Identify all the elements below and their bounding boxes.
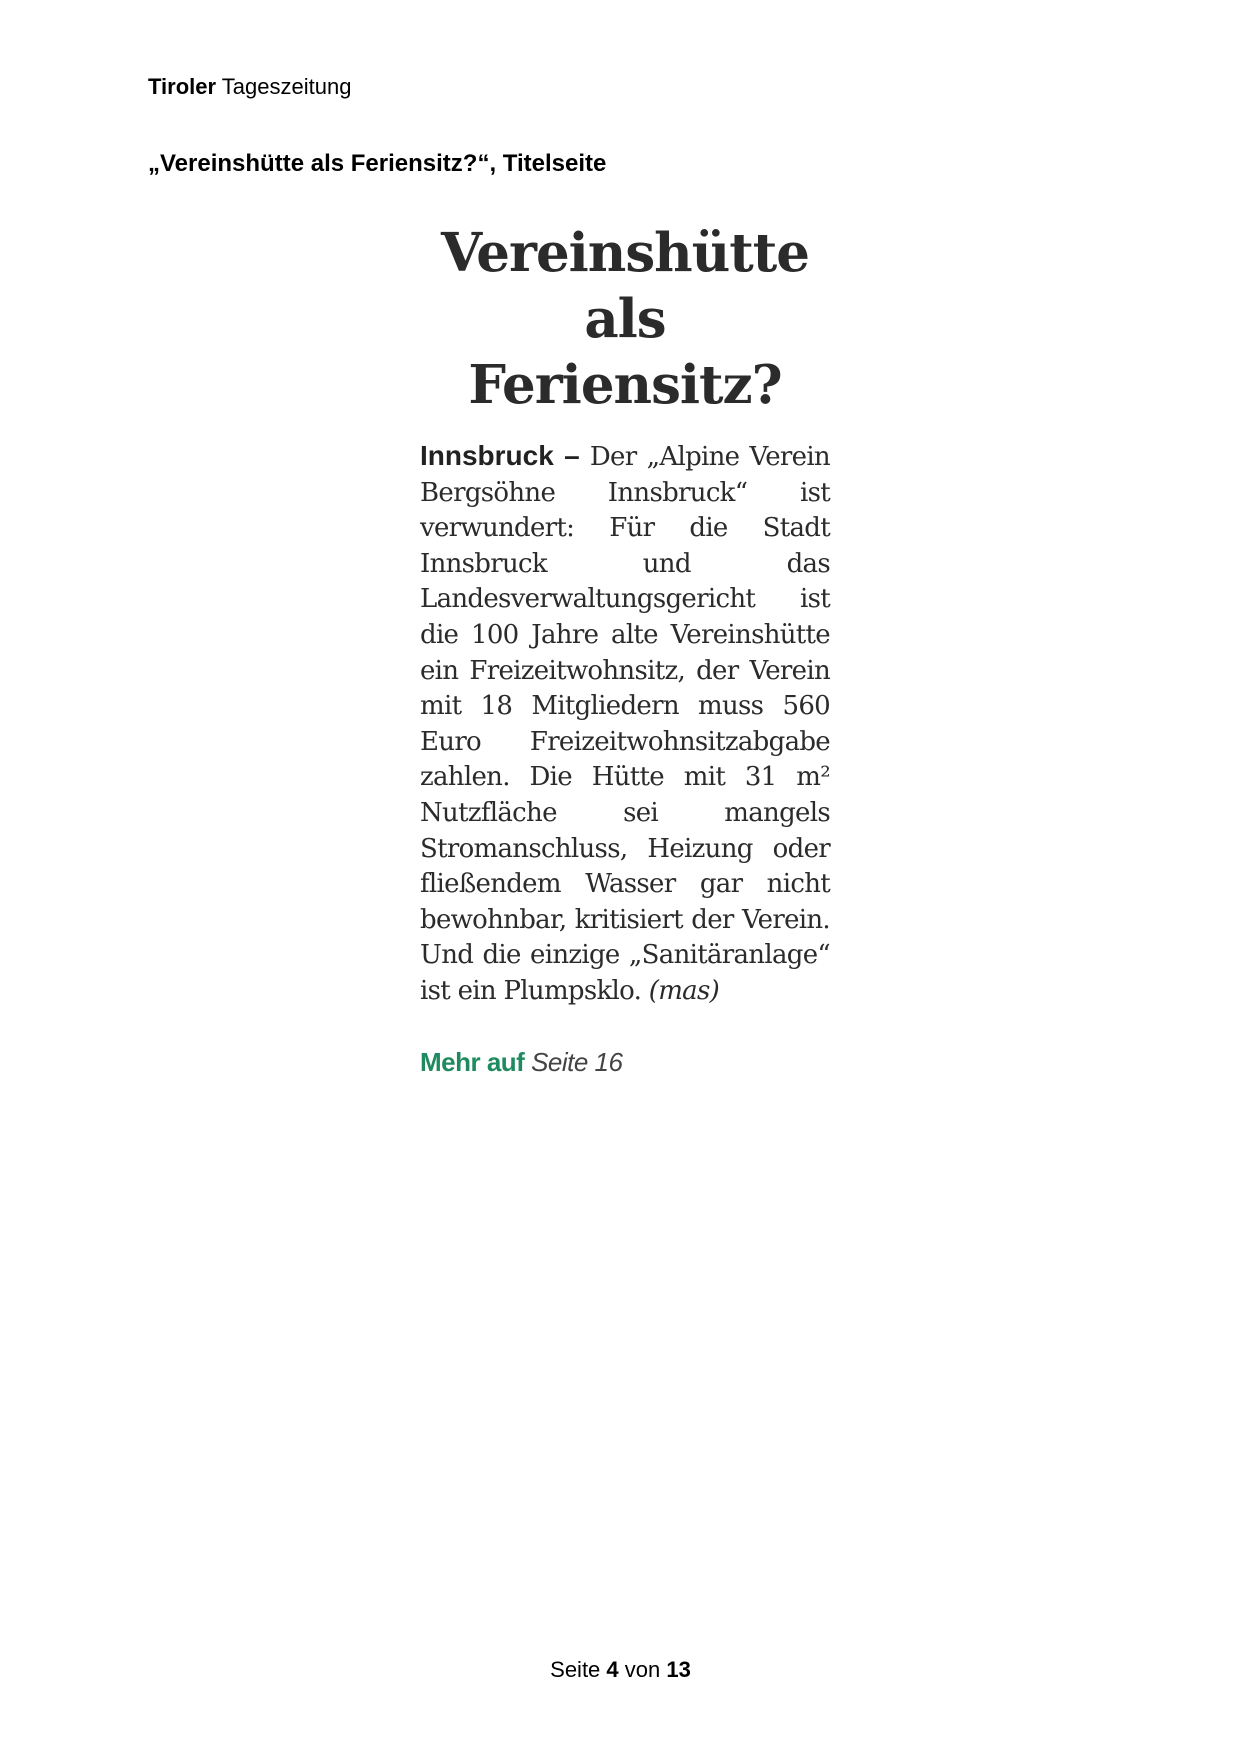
article-body	[420, 438, 830, 1010]
article-dateline: Innsbruck –	[420, 440, 580, 471]
footer-seite-label: Seite	[550, 1657, 607, 1682]
headline-line-2: als Feriensitz?	[468, 288, 782, 416]
more-page: Seite 16	[524, 1046, 623, 1077]
publication-name-bold: Tiroler	[148, 74, 217, 99]
page-footer	[0, 1655, 1241, 1685]
publication-name-rest: Tageszeitung	[216, 74, 352, 99]
article-author: (mas)	[648, 975, 720, 1006]
article-headline	[420, 220, 830, 418]
footer-von-label: von	[618, 1657, 667, 1682]
document-title: „Vereinshütte als Feriensitz?“, Titelseite	[148, 150, 607, 177]
footer-page-current: 4	[606, 1657, 619, 1682]
footer-page-total: 13	[666, 1657, 691, 1682]
newspaper-clipping	[420, 220, 840, 1078]
article-text: Der „Alpine Verein Bergsöhne Innsbruck“ ist verwundert: Für die Stadt Innsbruck und das Landesverwaltungsgericht ist die 100 Jahre alte Vereinshütte ein Freizeitwohnsitz, der Verein mit 18 Mitgliedern muss 560 Euro Freizeitwohnsitzabgabe zahlen. Die Hütte mit 31 m² Nutzfläche sei mangels Stromanschluss, Heizung oder fließendem Wasser gar nicht bewohnbar, kritisiert der Verein. Und die einzige „Sanitäranlage“ ist ein Plumpsklo.	[420, 442, 830, 1006]
publication-name	[148, 72, 351, 102]
more-reference	[420, 1046, 840, 1078]
more-label: Mehr auf	[420, 1046, 525, 1077]
headline-line-1: Vereinshütte	[441, 222, 809, 284]
